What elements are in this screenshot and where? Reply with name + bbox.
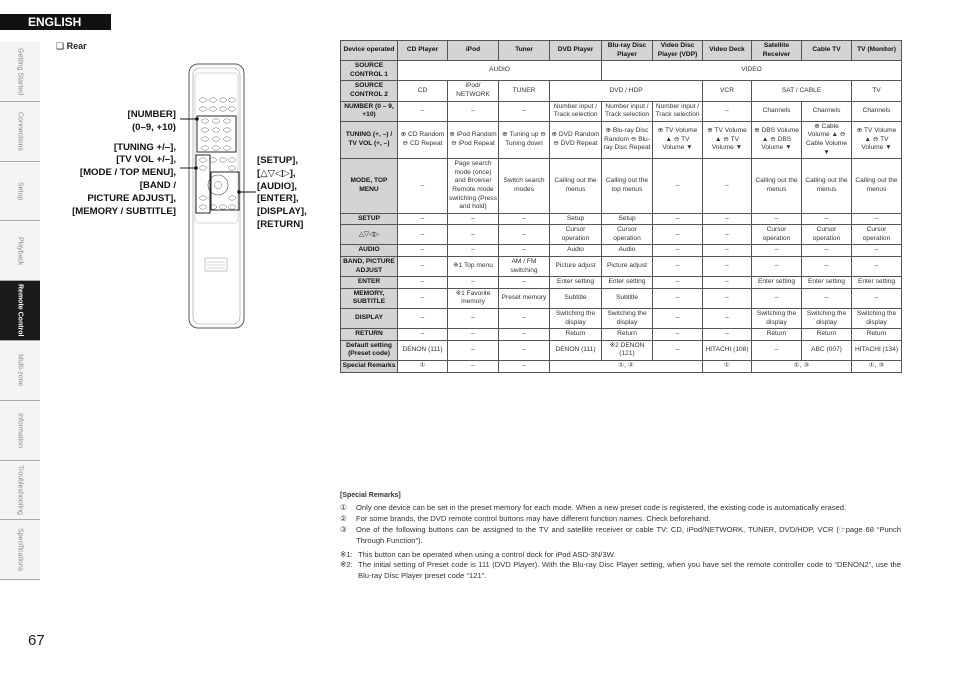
table-cell: – bbox=[499, 225, 550, 245]
remote-label-line: [AUDIO], bbox=[257, 180, 297, 192]
column-header: TV (Monitor) bbox=[852, 41, 902, 61]
row-label: Default setting (Preset code) bbox=[341, 340, 398, 360]
table-cell: Return bbox=[752, 329, 802, 341]
table-cell: – bbox=[752, 288, 802, 308]
note-text: For some brands, the DVD remote control buttons may have different function names. Check beforehand. bbox=[356, 513, 711, 523]
sidebar-tab-label: Specifications bbox=[16, 528, 24, 572]
table-cell: Number input / Track selection bbox=[602, 101, 653, 121]
row-label: DISPLAY bbox=[341, 309, 398, 329]
column-header: Tuner bbox=[499, 41, 550, 61]
table-cell: Subtitle bbox=[602, 288, 653, 308]
table-cell: Audio bbox=[550, 245, 602, 257]
table-cell: – bbox=[802, 288, 852, 308]
table-cell: Switching the display bbox=[802, 309, 852, 329]
row-label: MODE, TOP MENU bbox=[341, 159, 398, 214]
table-cell: – bbox=[448, 309, 499, 329]
table-cell: – bbox=[703, 288, 752, 308]
special-tv: ①, ③ bbox=[852, 361, 902, 373]
sidebar-tab-label: Multi-zone bbox=[16, 354, 24, 387]
table-cell: Enter setting bbox=[602, 277, 653, 289]
table-cell: – bbox=[703, 245, 752, 257]
note-text: Only one device can be set in the preset memory for each mode. When a new preset code is registered, the existing code is automatically erased. bbox=[356, 502, 847, 512]
footnotes-list bbox=[340, 550, 901, 583]
remote-label-line: [ENTER], bbox=[257, 193, 299, 205]
special-cd: ① bbox=[398, 361, 448, 373]
table-cell: HITACHI (134) bbox=[852, 340, 902, 360]
row-label: Special Remarks bbox=[341, 361, 398, 373]
rear-section-label: ❑ Rear bbox=[56, 41, 87, 51]
table-cell: – bbox=[398, 213, 448, 225]
table-cell: – bbox=[398, 277, 448, 289]
table-cell: – bbox=[653, 340, 703, 360]
table-cell: – bbox=[499, 340, 550, 360]
table-cell: – bbox=[398, 257, 448, 277]
table-row-special-remarks bbox=[341, 361, 902, 373]
note-item bbox=[340, 525, 901, 547]
row-label: TUNING (+, –) / TV VOL (+, –) bbox=[341, 121, 398, 158]
remote-labels-right bbox=[257, 155, 307, 232]
table-cell: Switch search modes bbox=[499, 159, 550, 214]
note-item bbox=[340, 514, 901, 525]
device-function-table bbox=[340, 40, 902, 373]
table-cell: – bbox=[398, 101, 448, 121]
table-cell: Calling out the menus bbox=[752, 159, 802, 214]
special-sat-cable: ①, ③ bbox=[752, 361, 852, 373]
table-cell: – bbox=[448, 329, 499, 341]
table-cell: Enter setting bbox=[852, 277, 902, 289]
note-marker: ① bbox=[340, 502, 347, 512]
table-cell: – bbox=[653, 213, 703, 225]
source2-tuner: TUNER bbox=[499, 81, 550, 101]
table-cell: Picture adjust bbox=[602, 257, 653, 277]
table-cell: Audio bbox=[602, 245, 653, 257]
table-cell: ⊕ DVD Random ⊖ DVD Repeat bbox=[550, 121, 602, 158]
table-cell: Setup bbox=[550, 213, 602, 225]
table-cell: ABC (007) bbox=[802, 340, 852, 360]
table-cell: Calling out the top menus bbox=[602, 159, 653, 214]
table-cell: Return bbox=[802, 329, 852, 341]
remote-labels-left bbox=[72, 109, 176, 218]
table-cell: HITACHI (108) bbox=[703, 340, 752, 360]
footnote-marker: ※1: bbox=[340, 549, 353, 559]
table-row-source-control-1 bbox=[341, 61, 902, 81]
table-cell: – bbox=[752, 257, 802, 277]
row-label: MEMORY, SUBTITLE bbox=[341, 288, 398, 308]
table-cell: Enter setting bbox=[802, 277, 852, 289]
table-cell: – bbox=[653, 309, 703, 329]
table-cell: – bbox=[499, 277, 550, 289]
footnote-item bbox=[340, 550, 901, 561]
table-cell: – bbox=[448, 340, 499, 360]
table-cell: – bbox=[703, 101, 752, 121]
table-cell: Return bbox=[602, 329, 653, 341]
table-cell: DENON (111) bbox=[398, 340, 448, 360]
note-marker: ② bbox=[340, 513, 347, 523]
row-label: AUDIO bbox=[341, 245, 398, 257]
table-cell: Cursor operation bbox=[602, 225, 653, 245]
row-label: SOURCE CONTROL 1 bbox=[341, 61, 398, 81]
column-header: Blu-ray Disc Player bbox=[602, 41, 653, 61]
table-cell: Switching the display bbox=[852, 309, 902, 329]
table-row bbox=[341, 288, 902, 308]
table-cell: – bbox=[398, 159, 448, 214]
sidebar-tab-label: Setup bbox=[16, 181, 24, 201]
table-header-row bbox=[341, 41, 902, 61]
table-cell: Picture adjust bbox=[550, 257, 602, 277]
remote-label-line: [MODE / TOP MENU], bbox=[79, 167, 176, 179]
table-cell: – bbox=[653, 277, 703, 289]
table-cell: Cursor operation bbox=[802, 225, 852, 245]
table-row bbox=[341, 245, 902, 257]
table-cell: – bbox=[852, 213, 902, 225]
table-cell: – bbox=[703, 277, 752, 289]
language-header: ENGLISH bbox=[0, 14, 111, 30]
table-cell: – bbox=[448, 101, 499, 121]
sidebar-tab-label: Getting Started bbox=[16, 47, 24, 95]
table-row-source-control-2 bbox=[341, 81, 902, 101]
table-cell: ⊕ CD Random ⊖ CD Repeat bbox=[398, 121, 448, 158]
table-row bbox=[341, 340, 902, 360]
source1-audio: AUDIO bbox=[398, 61, 602, 81]
table-cell: – bbox=[653, 225, 703, 245]
remote-label-line: PICTURE ADJUST], bbox=[87, 192, 176, 204]
table-cell: Switching the display bbox=[752, 309, 802, 329]
source2-vcr: VCR bbox=[703, 81, 752, 101]
table-cell: Page search mode (once) and Browse/ Remote mode switching (Press and hold) bbox=[448, 159, 499, 214]
row-label: SOURCE CONTROL 2 bbox=[341, 81, 398, 101]
table-cell: – bbox=[703, 329, 752, 341]
row-label: BAND, PICTURE ADJUST bbox=[341, 257, 398, 277]
footnote-text: The initial setting of Preset code is 111 (DVD Player). With the Blu-ray Disc Player setting, when you have set the remote controller code to “DENON2”, use the Blu-ray Disc Player preset code “121”. bbox=[358, 560, 901, 581]
table-cell: – bbox=[752, 213, 802, 225]
footnote-text: This button can be operated when using a control dock for iPod ASD-3N/3W. bbox=[358, 549, 616, 559]
table-cell: Preset memory bbox=[499, 288, 550, 308]
note-item bbox=[340, 503, 901, 514]
table-cell: ※1 Top menu bbox=[448, 257, 499, 277]
table-cell: – bbox=[448, 245, 499, 257]
notes-title: [Special Remarks] bbox=[340, 492, 401, 499]
notes-list bbox=[340, 503, 901, 547]
remote-label-line: [△▽◁▷], bbox=[257, 167, 296, 179]
table-row bbox=[341, 257, 902, 277]
table-cell: – bbox=[752, 340, 802, 360]
table-cell: – bbox=[398, 288, 448, 308]
column-header: Satellite Receiver bbox=[752, 41, 802, 61]
remote-label-line bbox=[72, 135, 176, 142]
table-cell: – bbox=[703, 257, 752, 277]
row-label: NUMBER (0 – 9, +10) bbox=[341, 101, 398, 121]
source1-video: VIDEO bbox=[602, 61, 902, 81]
table-cell: – bbox=[398, 329, 448, 341]
row-label: RETURN bbox=[341, 329, 398, 341]
table-cell: ⊕ iPod Random ⊖ iPod Repeat bbox=[448, 121, 499, 158]
page-number: 67 bbox=[28, 632, 45, 649]
table-cell: ※1 Favorite memory bbox=[448, 288, 499, 308]
table-row bbox=[341, 225, 902, 245]
table-row bbox=[341, 309, 902, 329]
table-cell: ⊕ TV Volume ▲ ⊖ TV Volume ▼ bbox=[703, 121, 752, 158]
table-cell: Enter setting bbox=[752, 277, 802, 289]
table-cell: – bbox=[499, 309, 550, 329]
special-vcr: ① bbox=[703, 361, 752, 373]
column-header: Cable TV bbox=[802, 41, 852, 61]
source2-cd: CD bbox=[398, 81, 448, 101]
table-row bbox=[341, 101, 902, 121]
table-row bbox=[341, 213, 902, 225]
row-label: SETUP bbox=[341, 213, 398, 225]
table-cell: – bbox=[398, 245, 448, 257]
table-cell: ⊕ TV Volume ▲ ⊖ TV Volume ▼ bbox=[852, 121, 902, 158]
source2-ipod: iPod/ NETWORK bbox=[448, 81, 499, 101]
table-cell: Setup bbox=[602, 213, 653, 225]
column-header: Device operated bbox=[341, 41, 398, 61]
table-cell: – bbox=[653, 257, 703, 277]
table-cell: ※2 DENON (121) bbox=[602, 340, 653, 360]
note-marker: ③ bbox=[340, 524, 347, 534]
table-cell: Return bbox=[550, 329, 602, 341]
table-cell: AM / FM switching bbox=[499, 257, 550, 277]
table-cell: ⊕ Tuning up ⊖ Tuning down bbox=[499, 121, 550, 158]
footnote-marker: ※2: bbox=[340, 560, 353, 570]
table-row bbox=[341, 277, 902, 289]
table-cell: – bbox=[653, 245, 703, 257]
special-tuner: – bbox=[499, 361, 550, 373]
table-cell: Calling out the menus bbox=[852, 159, 902, 214]
remote-label-line: [TUNING +/–], bbox=[113, 141, 176, 153]
table-cell: Channels bbox=[802, 101, 852, 121]
table-cell: – bbox=[499, 213, 550, 225]
table-cell: Switching the display bbox=[602, 309, 653, 329]
table-cell: ⊕ DBS Volume ▲ ⊖ DBS Volume ▼ bbox=[752, 121, 802, 158]
table-cell: – bbox=[653, 329, 703, 341]
table-cell: – bbox=[448, 277, 499, 289]
source2-sat-cable: SAT / CABLE bbox=[752, 81, 852, 101]
table-cell: – bbox=[703, 225, 752, 245]
table-cell: DENON (111) bbox=[550, 340, 602, 360]
table-cell: – bbox=[802, 213, 852, 225]
table-cell: – bbox=[448, 213, 499, 225]
table-cell: ⊕ TV Volume ▲ ⊖ TV Volume ▼ bbox=[653, 121, 703, 158]
sidebar-tab-label: Information bbox=[16, 412, 24, 448]
table-row bbox=[341, 121, 902, 158]
table-cell: – bbox=[499, 101, 550, 121]
remote-label-line: (0–9, +10) bbox=[131, 121, 176, 133]
table-cell: – bbox=[703, 213, 752, 225]
table-cell: – bbox=[852, 245, 902, 257]
table-cell: – bbox=[802, 257, 852, 277]
special-remarks-notes bbox=[340, 491, 901, 582]
table-cell: – bbox=[752, 245, 802, 257]
remote-label-line: [BAND / bbox=[139, 179, 176, 191]
table-cell: ⊕ Blu-ray Disc Random ⊖ Blu-ray Disc Repeat bbox=[602, 121, 653, 158]
table-cell: Cursor operation bbox=[852, 225, 902, 245]
footnote-item bbox=[340, 560, 901, 582]
remote-label-line: [SETUP], bbox=[257, 155, 299, 166]
table-cell: – bbox=[653, 159, 703, 214]
table-cell: Number input / Track selection bbox=[653, 101, 703, 121]
table-cell: – bbox=[703, 309, 752, 329]
source2-dvd-hdp: DVD / HDP bbox=[550, 81, 703, 101]
table-cell: – bbox=[703, 159, 752, 214]
column-header: iPod bbox=[448, 41, 499, 61]
table-cell: Calling out the menus bbox=[802, 159, 852, 214]
note-text: One of the following buttons can be assigned to the TV and satellite receiver or cable TV: CD, iPod/NETWORK, TUNER, DVD/HDP, VCR (☞page 68 “Punch Through Function”). bbox=[356, 524, 901, 545]
table-cell: Cursor operation bbox=[550, 225, 602, 245]
sidebar-tab-label: Troubleshooting bbox=[16, 465, 24, 515]
table-cell: – bbox=[852, 257, 902, 277]
column-header: DVD Player bbox=[550, 41, 602, 61]
column-header: Video Disc Player (VDP) bbox=[653, 41, 703, 61]
table-cell: Enter setting bbox=[550, 277, 602, 289]
table-cell: – bbox=[398, 225, 448, 245]
table-cell: – bbox=[499, 329, 550, 341]
table-cell: Return bbox=[852, 329, 902, 341]
remote-label-line: [RETURN] bbox=[257, 218, 304, 230]
table-cell: Channels bbox=[752, 101, 802, 121]
special-dvd: ①, ② bbox=[550, 361, 703, 373]
sidebar-tab-label: Playback bbox=[16, 236, 24, 265]
table-cell: – bbox=[499, 245, 550, 257]
sidebar-tab-label: Connections bbox=[16, 111, 24, 151]
remote-label-line: [TV VOL +/–], bbox=[116, 154, 176, 166]
table-cell: Switching the display bbox=[550, 309, 602, 329]
column-header: CD Player bbox=[398, 41, 448, 61]
remote-label-line: [MEMORY / SUBTITLE] bbox=[72, 205, 176, 217]
table-cell: – bbox=[398, 309, 448, 329]
table-cell: Calling out the menus bbox=[550, 159, 602, 214]
table-cell: Number input / Track selection bbox=[550, 101, 602, 121]
table-cell: – bbox=[802, 245, 852, 257]
row-label: ENTER bbox=[341, 277, 398, 289]
source2-tv: TV bbox=[852, 81, 902, 101]
table-cell: ⊕ Cable Volume ▲ ⊖ Cable Volume ▼ bbox=[802, 121, 852, 158]
table-cell: – bbox=[852, 288, 902, 308]
remote-label-line: [DISPLAY], bbox=[257, 206, 307, 218]
table-cell: Cursor operation bbox=[752, 225, 802, 245]
special-ipod: – bbox=[448, 361, 499, 373]
table-cell: Subtitle bbox=[550, 288, 602, 308]
remote-label-line: [NUMBER] bbox=[127, 109, 176, 120]
table-row bbox=[341, 159, 902, 214]
table-cell: – bbox=[653, 288, 703, 308]
table-row bbox=[341, 329, 902, 341]
table-cell: – bbox=[448, 225, 499, 245]
remote-body bbox=[189, 64, 244, 328]
column-header: Video Deck bbox=[703, 41, 752, 61]
row-label: △▽◁▷ bbox=[341, 225, 398, 245]
table-cell: Channels bbox=[852, 101, 902, 121]
sidebar-tab-label: Remote Control bbox=[16, 284, 24, 337]
